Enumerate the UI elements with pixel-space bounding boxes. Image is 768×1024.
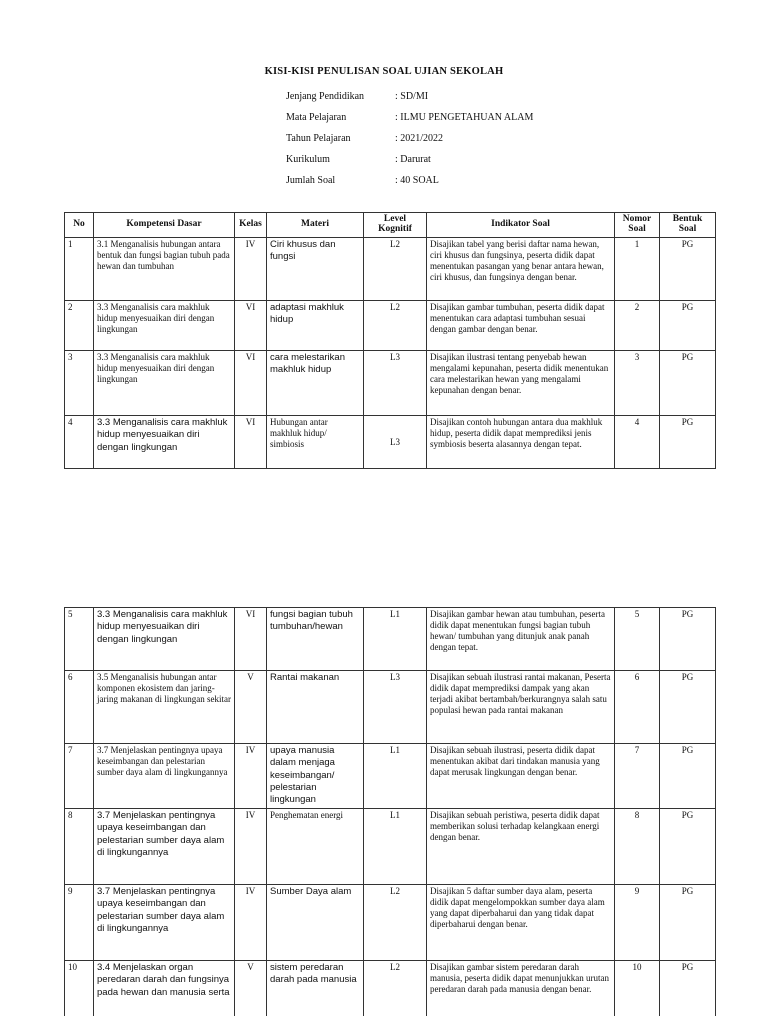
info-row xyxy=(286,128,533,149)
header-bentuk-soal: Bentuk Soal xyxy=(660,213,716,238)
table-row xyxy=(65,301,716,351)
cell-bentuk: PG xyxy=(660,671,716,744)
cell-indikator: Disajikan gambar hewan atau tumbuhan, peserta didik dapat menentukan fungsi bagian tubuh hewan/ tumbuhan yang ditunjuk anak panah dengan tepat. xyxy=(427,608,615,671)
kisi-kisi-table-page-2 xyxy=(64,607,716,1021)
cell-materi: adaptasi makhluk hidup xyxy=(267,301,364,351)
table-row xyxy=(65,809,716,885)
cell-kompetensi-dasar: 3.3 Menganalisis cara makhluk hidup menyesuaikan diri dengan lingkungan xyxy=(94,351,235,416)
cell-level: L3 xyxy=(364,416,427,469)
info-row xyxy=(286,149,533,170)
cell-bentuk: PG xyxy=(660,608,716,671)
cell-no: 2 xyxy=(65,301,94,351)
table-row xyxy=(65,961,716,1021)
cell-level: L1 xyxy=(364,608,427,671)
cell-no: 9 xyxy=(65,885,94,961)
cell-bentuk: PG xyxy=(660,351,716,416)
cell-level: L2 xyxy=(364,301,427,351)
cell-no: 3 xyxy=(65,351,94,416)
cell-no: 10 xyxy=(65,961,94,1021)
cell-nomor: 7 xyxy=(615,744,660,809)
info-row xyxy=(286,86,533,107)
info-row xyxy=(286,107,533,128)
cell-bentuk: PG xyxy=(660,809,716,885)
cell-kelas: IV xyxy=(235,809,267,885)
header-kelas: Kelas xyxy=(235,213,267,238)
cell-level: L2 xyxy=(364,961,427,1021)
cell-no: 7 xyxy=(65,744,94,809)
cell-level: L3 xyxy=(364,351,427,416)
cell-no: 5 xyxy=(65,608,94,671)
cell-indikator: Disajikan contoh hubungan antara dua makhluk hidup, peserta didik dapat memprediksi jenis symbiosis beserta alasannya dengan tepat. xyxy=(427,416,615,469)
cell-indikator: Disajikan sebuah ilustrasi rantai makanan, Peserta didik dapat memprediksi dampak yang akan terjadi akibat bertambah/berkurangnya salah satu populasi hewan pada rantai makanan xyxy=(427,671,615,744)
cell-materi: fungsi bagian tubuh tumbuhan/hewan xyxy=(267,608,364,671)
info-value: : Darurat xyxy=(395,154,431,165)
cell-nomor: 4 xyxy=(615,416,660,469)
cell-level: L1 xyxy=(364,809,427,885)
cell-materi: cara melestarikan makhluk hidup xyxy=(267,351,364,416)
cell-kelas: IV xyxy=(235,885,267,961)
cell-no: 8 xyxy=(65,809,94,885)
cell-kompetensi-dasar: 3.7 Menjelaskan pentingnya upaya keseimbangan dan pelestarian sumber daya alam di lingkungannya xyxy=(94,885,235,961)
header-no: No xyxy=(65,213,94,238)
cell-bentuk: PG xyxy=(660,416,716,469)
cell-no: 4 xyxy=(65,416,94,469)
cell-materi: Ciri khusus dan fungsi xyxy=(267,238,364,301)
cell-materi: Rantai makanan xyxy=(267,671,364,744)
cell-nomor: 6 xyxy=(615,671,660,744)
cell-level: L2 xyxy=(364,885,427,961)
cell-kelas: VI xyxy=(235,351,267,416)
cell-indikator: Disajikan sebuah peristiwa, peserta didik dapat memberikan solusi terhadap kelangkaan energi dengan benar. xyxy=(427,809,615,885)
table-header-row xyxy=(65,213,716,238)
table-row xyxy=(65,671,716,744)
header-nomor-soal: Nomor Soal xyxy=(615,213,660,238)
cell-kelas: VI xyxy=(235,416,267,469)
cell-kompetensi-dasar: 3.1 Menganalisis hubungan antara bentuk dan fungsi bagian tubuh pada hewan dan tumbuhan xyxy=(94,238,235,301)
cell-materi: upaya manusia dalam menjaga keseimbangan/ pelestarian lingkungan xyxy=(267,744,364,809)
cell-kelas: IV xyxy=(235,238,267,301)
cell-level: L1 xyxy=(364,744,427,809)
table-row xyxy=(65,885,716,961)
cell-kompetensi-dasar: 3.3 Menganalisis cara makhluk hidup menyesuaikan diri dengan lingkungan xyxy=(94,301,235,351)
cell-kompetensi-dasar: 3.4 Menjelaskan organ peredaran darah dan fungsinya pada hewan dan manusia serta xyxy=(94,961,235,1021)
cell-bentuk: PG xyxy=(660,238,716,301)
cell-kelas: VI xyxy=(235,301,267,351)
cell-kompetensi-dasar: 3.7 Menjelaskan pentingnya upaya keseimbangan dan pelestarian sumber daya alam di lingkungannya xyxy=(94,809,235,885)
cell-bentuk: PG xyxy=(660,961,716,1021)
info-label: Jumlah Soal xyxy=(286,175,336,186)
header-level-kognitif: Level Kognitif xyxy=(364,213,427,238)
cell-nomor: 8 xyxy=(615,809,660,885)
cell-no: 1 xyxy=(65,238,94,301)
cell-kelas: V xyxy=(235,961,267,1021)
cell-indikator: Disajikan 5 daftar sumber daya alam, peserta didik dapat mengelompokkan sumber daya alam yang dapat diperbaharui dan yang tidak dapat diperbaharui dengan benar. xyxy=(427,885,615,961)
cell-indikator: Disajikan ilustrasi tentang penyebab hewan mengalami kepunahan, peserta didik menentukan cara melestarikan hewan yang mengalami kepunahan dengan benar. xyxy=(427,351,615,416)
info-value: : ILMU PENGETAHUAN ALAM xyxy=(395,112,534,123)
info-label: Kurikulum xyxy=(286,154,330,165)
cell-kompetensi-dasar: 3.7 Menjelaskan pentingnya upaya keseimbangan dan pelestarian sumber daya alam di lingkungannya xyxy=(94,744,235,809)
info-value: : 2021/2022 xyxy=(395,133,444,144)
cell-kompetensi-dasar: 3.3 Menganalisis cara makhluk hidup menyesuaikan diri dengan lingkungan xyxy=(94,416,235,469)
header-materi: Materi xyxy=(267,213,364,238)
cell-materi: sistem peredaran darah pada manusia xyxy=(267,961,364,1021)
cell-level: L2 xyxy=(364,238,427,301)
table-row xyxy=(65,238,716,301)
document-title: KISI-KISI PENULISAN SOAL UJIAN SEKOLAH xyxy=(264,66,504,77)
cell-kompetensi-dasar: 3.5 Menganalisis hubungan antar komponen ekosistem dan jaring-jaring makanan di lingkungan sekitar xyxy=(94,671,235,744)
cell-level: L3 xyxy=(364,671,427,744)
header-kompetensi-dasar: Kompetensi Dasar xyxy=(94,213,235,238)
cell-bentuk: PG xyxy=(660,301,716,351)
cell-materi: Hubungan antar makhluk hidup/ simbiosis xyxy=(267,416,364,469)
cell-kelas: V xyxy=(235,671,267,744)
cell-indikator: Disajikan gambar tumbuhan, peserta didik dapat menentukan cara adaptasi tumbuhan sesuai dengan gambar dengan benar. xyxy=(427,301,615,351)
table-row xyxy=(65,416,716,469)
header-indikator-soal: Indikator Soal xyxy=(427,213,615,238)
cell-indikator: Disajikan gambar sistem peredaran darah manusia, peserta didik dapat menunjukkan urutan peredaran darah pada manusia dengan benar. xyxy=(427,961,615,1021)
cell-no: 6 xyxy=(65,671,94,744)
cell-kelas: IV xyxy=(235,744,267,809)
document-info xyxy=(286,86,533,191)
cell-materi: Sumber Daya alam xyxy=(267,885,364,961)
cell-nomor: 3 xyxy=(615,351,660,416)
info-value: : SD/MI xyxy=(395,91,429,102)
info-row xyxy=(286,170,533,191)
kisi-kisi-table-page-1 xyxy=(64,212,716,469)
table-row xyxy=(65,351,716,416)
cell-nomor: 10 xyxy=(615,961,660,1021)
cell-nomor: 5 xyxy=(615,608,660,671)
info-value: : 40 SOAL xyxy=(395,175,439,186)
cell-nomor: 9 xyxy=(615,885,660,961)
cell-indikator: Disajikan tabel yang berisi daftar nama hewan, ciri khusus dan fungsinya, peserta didik dapat menentukan pasangan yang benar antara hewan, ciri khusus, dan fungsinya dengan benar. xyxy=(427,238,615,301)
info-label: Tahun Pelajaran xyxy=(286,133,351,144)
cell-bentuk: PG xyxy=(660,744,716,809)
cell-indikator: Disajikan sebuah ilustrasi, peserta didik dapat menentukan akibat dari tindakan manusia yang dapat merusak lingkungan dengan benar. xyxy=(427,744,615,809)
table-row xyxy=(65,608,716,671)
cell-bentuk: PG xyxy=(660,885,716,961)
cell-kompetensi-dasar: 3.3 Menganalisis cara makhluk hidup menyesuaikan diri dengan lingkungan xyxy=(94,608,235,671)
info-label: Jenjang Pendidikan xyxy=(286,91,365,102)
table-row xyxy=(65,744,716,809)
cell-materi: Penghematan energi xyxy=(267,809,364,885)
page-bottom-edge xyxy=(0,1016,768,1024)
cell-nomor: 2 xyxy=(615,301,660,351)
cell-nomor: 1 xyxy=(615,238,660,301)
cell-kelas: VI xyxy=(235,608,267,671)
info-label: Mata Pelajaran xyxy=(286,112,347,123)
